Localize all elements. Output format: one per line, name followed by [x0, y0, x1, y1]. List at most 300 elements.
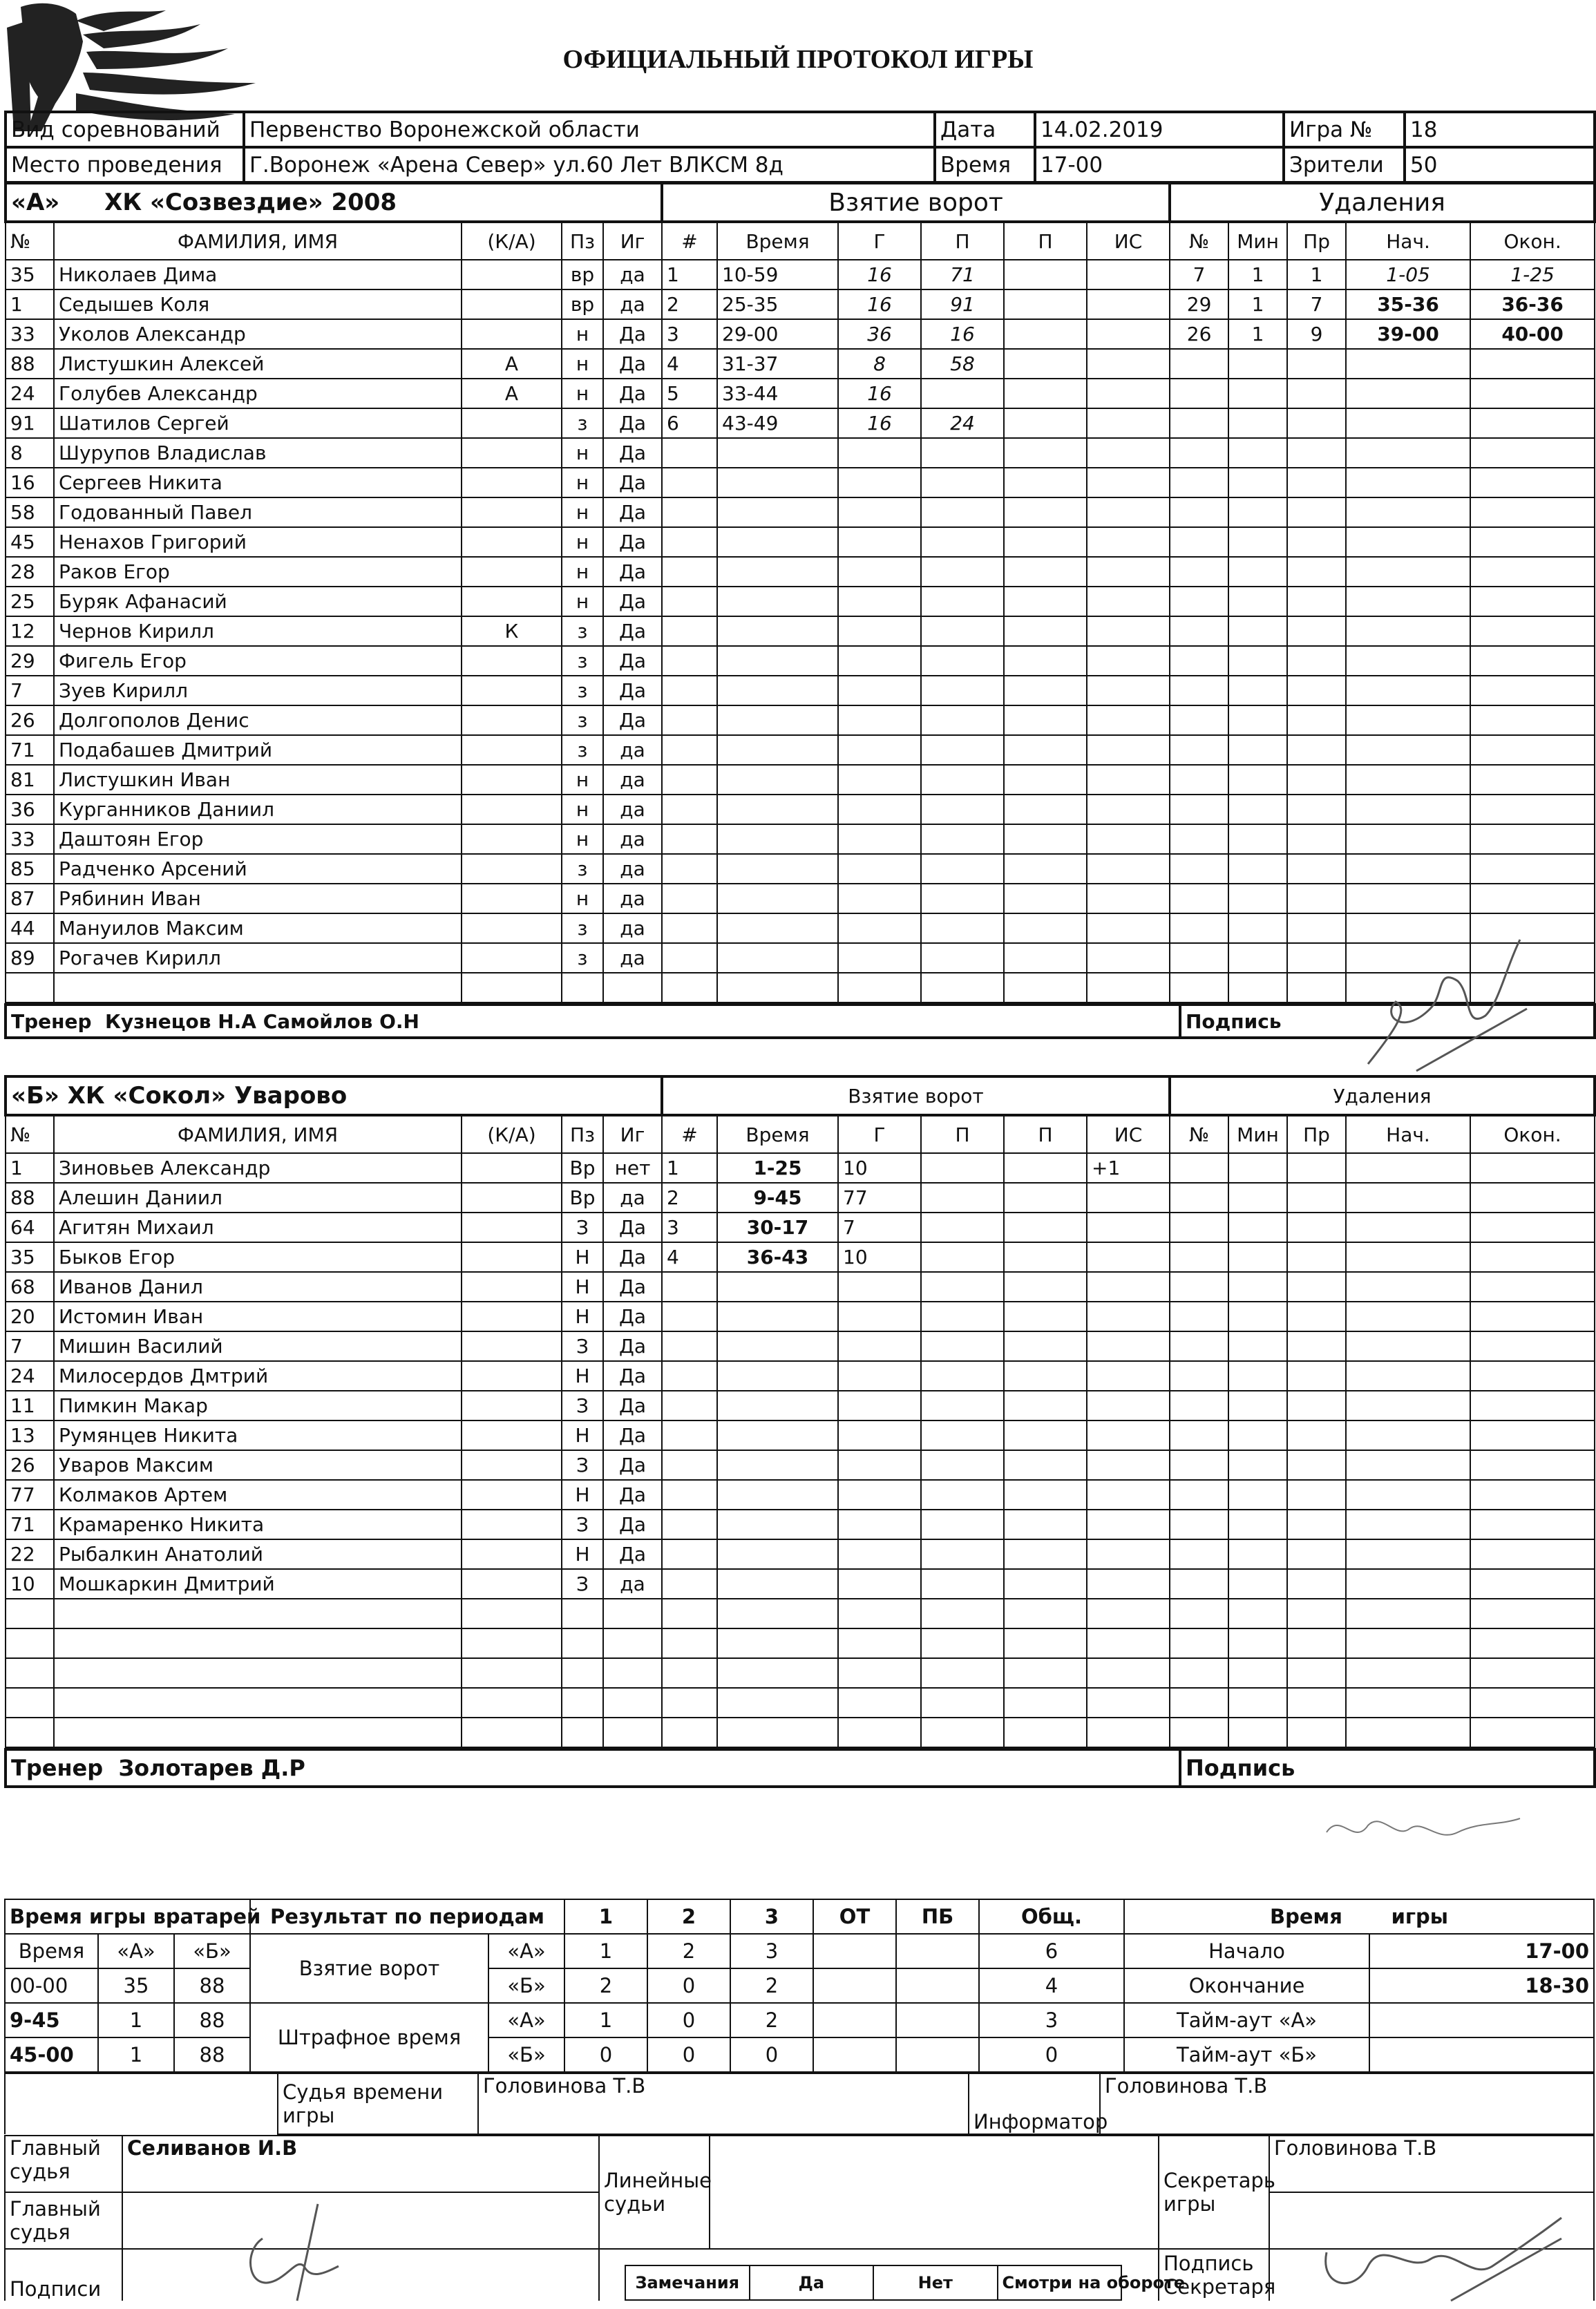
team-b-player-name [54, 1688, 462, 1718]
team-a-goals-title: Взятие ворот [662, 183, 1170, 222]
team-a-goal-time [717, 884, 838, 913]
team-b-player-played [603, 1628, 662, 1658]
team-a-player-name [54, 973, 462, 1003]
team-a-goal-is [1087, 884, 1170, 913]
team-b-pen-start [1346, 1183, 1470, 1213]
team-a-goal-time [717, 943, 838, 973]
team-b-pen-min [1228, 1480, 1287, 1510]
team-a-player-name: Рогачев Кирилл [54, 943, 462, 973]
team-a-goal-num [662, 497, 717, 527]
team-b-goal-assist-2 [1004, 1302, 1087, 1331]
team-a-goal-num [662, 735, 717, 765]
team-b-player-ka [462, 1480, 562, 1510]
team-a-player-ka: К [462, 616, 562, 646]
team-a-player-ka [462, 408, 562, 438]
team-a-player-played: да [603, 795, 662, 824]
team-a-player-played: Да [603, 646, 662, 676]
team-a-player-played: Да [603, 408, 662, 438]
team-b-goal-time [717, 1628, 838, 1658]
team-b-goal-assist-2 [1004, 1539, 1087, 1569]
team-a-goal-assist-1 [921, 557, 1004, 587]
team-b-player-pos: Н [562, 1480, 603, 1510]
team-b-player-played [603, 1658, 662, 1688]
team-b-player-no: 64 [6, 1213, 54, 1242]
table-row [6, 1391, 1595, 1420]
team-a-goal-assist-2 [1004, 676, 1087, 705]
team-a-goal-time [717, 854, 838, 884]
team-b-goal-assist-1 [921, 1183, 1004, 1213]
team-a-player-name: Чернов Кирилл [54, 616, 462, 646]
team-b-pen-min [1228, 1539, 1287, 1569]
team-a-pen-end [1470, 705, 1595, 735]
team-b-coach-row [4, 1748, 1596, 1788]
team-b-goal-scorer [838, 1450, 921, 1480]
team-a-goal-num [662, 854, 717, 884]
team-b-goal-assist-2 [1004, 1658, 1087, 1688]
gk-row-3-b: 88 [174, 2037, 250, 2072]
table-row [6, 1331, 1595, 1361]
team-b-pen-pr [1287, 1658, 1346, 1688]
team-b-goal-is [1087, 1242, 1170, 1272]
team-b-tag: «Б» [11, 1082, 59, 1110]
team-b-player-ka [462, 1569, 562, 1599]
team-a-pen-no [1170, 884, 1228, 913]
team-a-goal-time [717, 913, 838, 943]
team-b-player-name: Милосердов Дмтрий [54, 1361, 462, 1391]
team-a-player-no [6, 973, 54, 1003]
team-a-player-no: 12 [6, 616, 54, 646]
team-a-goal-time: 29-00 [717, 319, 838, 349]
team-a-pen-no: 7 [1170, 260, 1228, 289]
team-a-player-pos: н [562, 557, 603, 587]
team-a-player-no: 36 [6, 795, 54, 824]
team-b-pen-no [1170, 1480, 1228, 1510]
informer-name: Головинова Т.В [1100, 2073, 1594, 2134]
team-a-player-no: 71 [6, 735, 54, 765]
team-b-player-name: Алешин Даниил [54, 1183, 462, 1213]
team-b-pen-start [1346, 1450, 1470, 1480]
gk-row-2-b: 88 [174, 2003, 250, 2037]
referee-1-name: Селиванов И.В [122, 2136, 599, 2192]
team-a-player-no: 1 [6, 289, 54, 319]
team-a-goal-time [717, 676, 838, 705]
pen-b-total: 0 [979, 2037, 1124, 2072]
team-a-pen-pr [1287, 705, 1346, 735]
team-a-goal-assist-1: 71 [921, 260, 1004, 289]
team-b-pen-min [1228, 1302, 1287, 1331]
team-a-goal-scorer [838, 497, 921, 527]
team-a-goal-is [1087, 260, 1170, 289]
team-a-player-played: Да [603, 468, 662, 497]
goal-col-p2: П [1004, 1115, 1087, 1153]
team-a-pen-pr [1287, 646, 1346, 676]
team-b-pen-min [1228, 1569, 1287, 1599]
team-a-pen-start [1346, 557, 1470, 587]
team-a-section [4, 182, 1593, 1039]
team-b-player-pos [562, 1718, 603, 1747]
team-a-goal-scorer [838, 557, 921, 587]
team-b-player-played: Да [603, 1331, 662, 1361]
team-b-goal-scorer [838, 1510, 921, 1539]
team-b-pen-pr [1287, 1302, 1346, 1331]
pen-b-p3: 0 [730, 2037, 813, 2072]
team-a-pen-end [1470, 527, 1595, 557]
team-a-pen-start: 39-00 [1346, 319, 1470, 349]
team-a-goal-time: 43-49 [717, 408, 838, 438]
goals-a-ot [813, 1934, 896, 1968]
team-a-player-no: 29 [6, 646, 54, 676]
team-b-player-played: Да [603, 1391, 662, 1420]
team-a-goal-num [662, 527, 717, 557]
team-b-player-ka [462, 1450, 562, 1480]
competition-label: Вид соревнований [6, 112, 244, 147]
table-row [6, 1450, 1595, 1480]
team-b-goal-time [717, 1302, 838, 1331]
team-a-player-pos: вр [562, 260, 603, 289]
team-a-goal-scorer [838, 587, 921, 616]
team-a-player-pos: н [562, 765, 603, 795]
table-row [6, 1688, 1595, 1718]
team-b-player-ka [462, 1391, 562, 1420]
team-a-goal-scorer: 8 [838, 349, 921, 379]
goals-b-pb [896, 1968, 979, 2003]
remarks-see-back: Смотри на обороте [998, 2265, 1122, 2300]
team-a-pen-min [1228, 557, 1287, 587]
team-a-pen-start [1346, 527, 1470, 557]
team-a-player-ka: А [462, 379, 562, 408]
team-b-goal-is [1087, 1361, 1170, 1391]
team-a-goal-assist-1: 58 [921, 349, 1004, 379]
team-b-player-name: Истомин Иван [54, 1302, 462, 1331]
team-a-goal-num [662, 438, 717, 468]
team-a-pen-end [1470, 438, 1595, 468]
team-b-pen-pr [1287, 1183, 1346, 1213]
team-a-player-name: Николаев Дима [54, 260, 462, 289]
team-a-goal-assist-1 [921, 913, 1004, 943]
team-b-player-ka [462, 1361, 562, 1391]
team-b-pen-pr [1287, 1628, 1346, 1658]
team-a-goal-time: 31-37 [717, 349, 838, 379]
team-b-goal-assist-1 [921, 1718, 1004, 1747]
team-b-pen-min [1228, 1599, 1287, 1628]
team-a-goal-assist-1 [921, 438, 1004, 468]
team-a-pen-min: 1 [1228, 260, 1287, 289]
team-b-table [4, 1075, 1596, 1748]
team-a-pen-min [1228, 587, 1287, 616]
team-b-player-played: Да [603, 1302, 662, 1331]
team-a-player-ka [462, 557, 562, 587]
team-a-player-ka [462, 795, 562, 824]
team-b-player-pos: З [562, 1331, 603, 1361]
team-b-player-ka [462, 1539, 562, 1569]
remarks-table [625, 2265, 1186, 2301]
team-b-pen-no [1170, 1420, 1228, 1450]
team-a-goal-assist-2 [1004, 497, 1087, 527]
team-a-pen-start [1346, 854, 1470, 884]
team-b-pen-start [1346, 1688, 1470, 1718]
team-b-pen-pr [1287, 1153, 1346, 1183]
start-label: Начало [1124, 1934, 1369, 1968]
spectators-label: Зрители [1284, 147, 1405, 182]
team-b-player-ka [462, 1153, 562, 1183]
team-b-player-ka [462, 1242, 562, 1272]
team-b-goal-is [1087, 1599, 1170, 1628]
team-b-goal-time [717, 1420, 838, 1450]
secretary-sign-label: Подпись Секретаря [1159, 2249, 1269, 2301]
team-b-pen-start [1346, 1599, 1470, 1628]
col-played: Иг [603, 222, 662, 260]
team-b-player-pos: Н [562, 1302, 603, 1331]
team-b-player-pos [562, 1658, 603, 1688]
team-b-player-ka [462, 1658, 562, 1688]
team-b-goal-time [717, 1510, 838, 1539]
period-col-ot: ОТ [813, 1899, 896, 1934]
gk-row-1-time: 00-00 [5, 1968, 98, 2003]
team-b-pen-end [1470, 1658, 1595, 1688]
team-b-pen-start [1346, 1272, 1470, 1302]
team-b-signature-icon [1320, 1805, 1527, 1860]
game-time-title: Время [1270, 1905, 1342, 1928]
team-a-player-pos: н [562, 795, 603, 824]
team-b-player-no: 68 [6, 1272, 54, 1302]
team-a-goal-scorer [838, 735, 921, 765]
team-b-goal-num [662, 1450, 717, 1480]
pen-col-min: Мин [1228, 222, 1287, 260]
team-b-goal-assist-2 [1004, 1480, 1087, 1510]
team-b-pen-end [1470, 1599, 1595, 1628]
team-b-goal-assist-1 [921, 1242, 1004, 1272]
team-a-player-name: Седышев Коля [54, 289, 462, 319]
team-a-player-played: да [603, 824, 662, 854]
timeout-a-label: Тайм-аут «А» [1124, 2003, 1369, 2037]
team-a-player-pos: з [562, 943, 603, 973]
col-played: Иг [603, 1115, 662, 1153]
team-b-goal-assist-2 [1004, 1361, 1087, 1391]
team-b-goal-assist-2 [1004, 1688, 1087, 1718]
team-a-pen-no: 26 [1170, 319, 1228, 349]
goals-a-total: 6 [979, 1934, 1124, 1968]
team-a-player-no: 28 [6, 557, 54, 587]
team-b-goal-time [717, 1569, 838, 1599]
team-b-player-name [54, 1658, 462, 1688]
team-a-pen-end [1470, 884, 1595, 913]
team-a-goal-scorer [838, 468, 921, 497]
team-a-goal-is [1087, 765, 1170, 795]
team-b-goal-assist-1 [921, 1569, 1004, 1599]
team-b-pen-end [1470, 1361, 1595, 1391]
team-b-goal-num [662, 1391, 717, 1420]
team-b-goal-num: 1 [662, 1153, 717, 1183]
team-b-goal-is [1087, 1480, 1170, 1510]
table-row [6, 557, 1595, 587]
team-b-goal-assist-1 [921, 1658, 1004, 1688]
team-a-pen-start [1346, 735, 1470, 765]
officials-table [4, 2073, 1595, 2135]
team-b-pen-end [1470, 1718, 1595, 1747]
team-b-goal-scorer [838, 1391, 921, 1420]
team-a-player-no: 85 [6, 854, 54, 884]
team-a-pen-pr [1287, 349, 1346, 379]
team-a-player-no: 58 [6, 497, 54, 527]
team-a-goal-num: 2 [662, 289, 717, 319]
table-row [6, 1569, 1595, 1599]
team-a-goal-time [717, 765, 838, 795]
team-a-pen-pr [1287, 943, 1346, 973]
team-b-sign-label: Подпись [1180, 1749, 1595, 1787]
team-b-pen-min [1228, 1272, 1287, 1302]
team-b-goal-assist-2 [1004, 1272, 1087, 1302]
competition-value: Первенство Воронежской области [244, 112, 935, 147]
team-a-goal-assist-1: 24 [921, 408, 1004, 438]
team-a-player-no: 44 [6, 913, 54, 943]
table-row [6, 1183, 1595, 1213]
team-a-pen-start [1346, 438, 1470, 468]
team-b-pen-no [1170, 1539, 1228, 1569]
team-a-player-played: Да [603, 616, 662, 646]
timeout-a-value [1369, 2003, 1594, 2037]
table-row [6, 587, 1595, 616]
team-b-goal-time [717, 1450, 838, 1480]
team-a-pen-start [1346, 884, 1470, 913]
team-b-player-no: 11 [6, 1391, 54, 1420]
team-b-goal-scorer [838, 1539, 921, 1569]
team-a-pen-start [1346, 497, 1470, 527]
team-a-goal-is [1087, 557, 1170, 587]
team-a-goal-assist-2 [1004, 438, 1087, 468]
team-a-goal-is [1087, 527, 1170, 557]
team-a-player-played: да [603, 260, 662, 289]
team-a-goal-num: 3 [662, 319, 717, 349]
team-b-pen-no [1170, 1183, 1228, 1213]
team-b-pen-pr [1287, 1361, 1346, 1391]
team-b-goal-num [662, 1539, 717, 1569]
team-b-goal-num [662, 1331, 717, 1361]
team-a-pen-pr [1287, 527, 1346, 557]
team-a-pen-no: 29 [1170, 289, 1228, 319]
team-a-pen-start [1346, 616, 1470, 646]
team-a-pen-min [1228, 854, 1287, 884]
team-a-player-pos: з [562, 616, 603, 646]
goal-col-num: # [662, 222, 717, 260]
gk-time-title: Время игры вратарей [5, 1899, 250, 1934]
team-b-goal-is [1087, 1391, 1170, 1420]
team-b-goal-assist-1 [921, 1361, 1004, 1391]
team-a-pen-no [1170, 676, 1228, 705]
team-a-player-pos: н [562, 438, 603, 468]
team-a-goal-num [662, 705, 717, 735]
team-a-player-pos: н [562, 349, 603, 379]
team-b-player-no: 10 [6, 1569, 54, 1599]
team-a-player-no: 33 [6, 824, 54, 854]
gk-col-b: «Б» [174, 1934, 250, 1968]
team-b-coach: Золотарев Д.Р [118, 1755, 305, 1781]
team-a-player-played: да [603, 913, 662, 943]
team-a-goal-assist-1 [921, 497, 1004, 527]
team-a-coach-label: Тренер [11, 1009, 92, 1033]
remarks-yes[interactable]: Да [750, 2265, 874, 2300]
team-a-pen-end: 36-36 [1470, 289, 1595, 319]
team-b-goal-assist-1 [921, 1510, 1004, 1539]
team-b-player-ka [462, 1213, 562, 1242]
team-a-goal-is [1087, 943, 1170, 973]
team-a-goal-is [1087, 973, 1170, 1003]
team-b-goal-scorer [838, 1628, 921, 1658]
team-a-player-name: Раков Егор [54, 557, 462, 587]
team-b-goal-num: 3 [662, 1213, 717, 1242]
team-b-player-no: 35 [6, 1242, 54, 1272]
team-a-player-name: Листушкин Иван [54, 765, 462, 795]
team-b-goal-assist-2 [1004, 1420, 1087, 1450]
team-b-goal-is [1087, 1183, 1170, 1213]
team-b-goal-time [717, 1658, 838, 1688]
team-a-coach: Кузнецов Н.А Самойлов О.Н [105, 1009, 419, 1033]
team-a-goal-assist-1 [921, 824, 1004, 854]
pen-a-total: 3 [979, 2003, 1124, 2037]
team-a-pen-no [1170, 973, 1228, 1003]
pen-col-no: № [1170, 1115, 1228, 1153]
team-a-sign-label: Подпись [1180, 1005, 1595, 1038]
team-a-player-no: 24 [6, 379, 54, 408]
goal-col-g: Г [838, 1115, 921, 1153]
team-a-pen-end [1470, 497, 1595, 527]
team-b-pen-pr [1287, 1242, 1346, 1272]
pen-b-pb [896, 2037, 979, 2072]
pen-col-pr: Пр [1287, 222, 1346, 260]
team-b-pen-no [1170, 1213, 1228, 1242]
table-row [6, 497, 1595, 527]
team-b-goal-assist-2 [1004, 1510, 1087, 1539]
team-a-player-played: Да [603, 676, 662, 705]
game-number-label: Игра № [1284, 112, 1405, 147]
team-a-goal-num [662, 795, 717, 824]
goals-a-p3: 3 [730, 1934, 813, 1968]
team-b-player-no: 1 [6, 1153, 54, 1183]
team-b-player-no: 22 [6, 1539, 54, 1569]
team-b-player-ka [462, 1628, 562, 1658]
end-value: 18-30 [1369, 1968, 1594, 2003]
period-col-2: 2 [647, 1899, 730, 1934]
team-a-pen-min [1228, 379, 1287, 408]
team-a-player-pos: з [562, 735, 603, 765]
team-a-goal-time [717, 468, 838, 497]
table-row [6, 616, 1595, 646]
team-b-player-no: 20 [6, 1302, 54, 1331]
team-b-player-pos: З [562, 1391, 603, 1420]
team-b-goal-time [717, 1718, 838, 1747]
team-a-goal-time [717, 616, 838, 646]
team-a-goal-assist-2 [1004, 468, 1087, 497]
team-b-goal-is [1087, 1628, 1170, 1658]
team-b-goal-time [717, 1331, 838, 1361]
table-row [6, 438, 1595, 468]
team-a-goal-num [662, 676, 717, 705]
team-a-goal-scorer: 16 [838, 289, 921, 319]
team-a-pen-start: 1-05 [1346, 260, 1470, 289]
team-a-goal-num [662, 468, 717, 497]
team-b-player-pos: Н [562, 1242, 603, 1272]
table-row [6, 824, 1595, 854]
team-a-goal-assist-1 [921, 676, 1004, 705]
team-a-pen-pr [1287, 735, 1346, 765]
team-b-goal-num [662, 1272, 717, 1302]
team-b-pen-min [1228, 1361, 1287, 1391]
team-b-pen-pr [1287, 1599, 1346, 1628]
team-a-goal-assist-2 [1004, 349, 1087, 379]
team-a-pen-no [1170, 616, 1228, 646]
team-a-goal-time: 25-35 [717, 289, 838, 319]
team-b-player-pos: Вр [562, 1183, 603, 1213]
remarks-no[interactable]: Нет [873, 2265, 998, 2300]
